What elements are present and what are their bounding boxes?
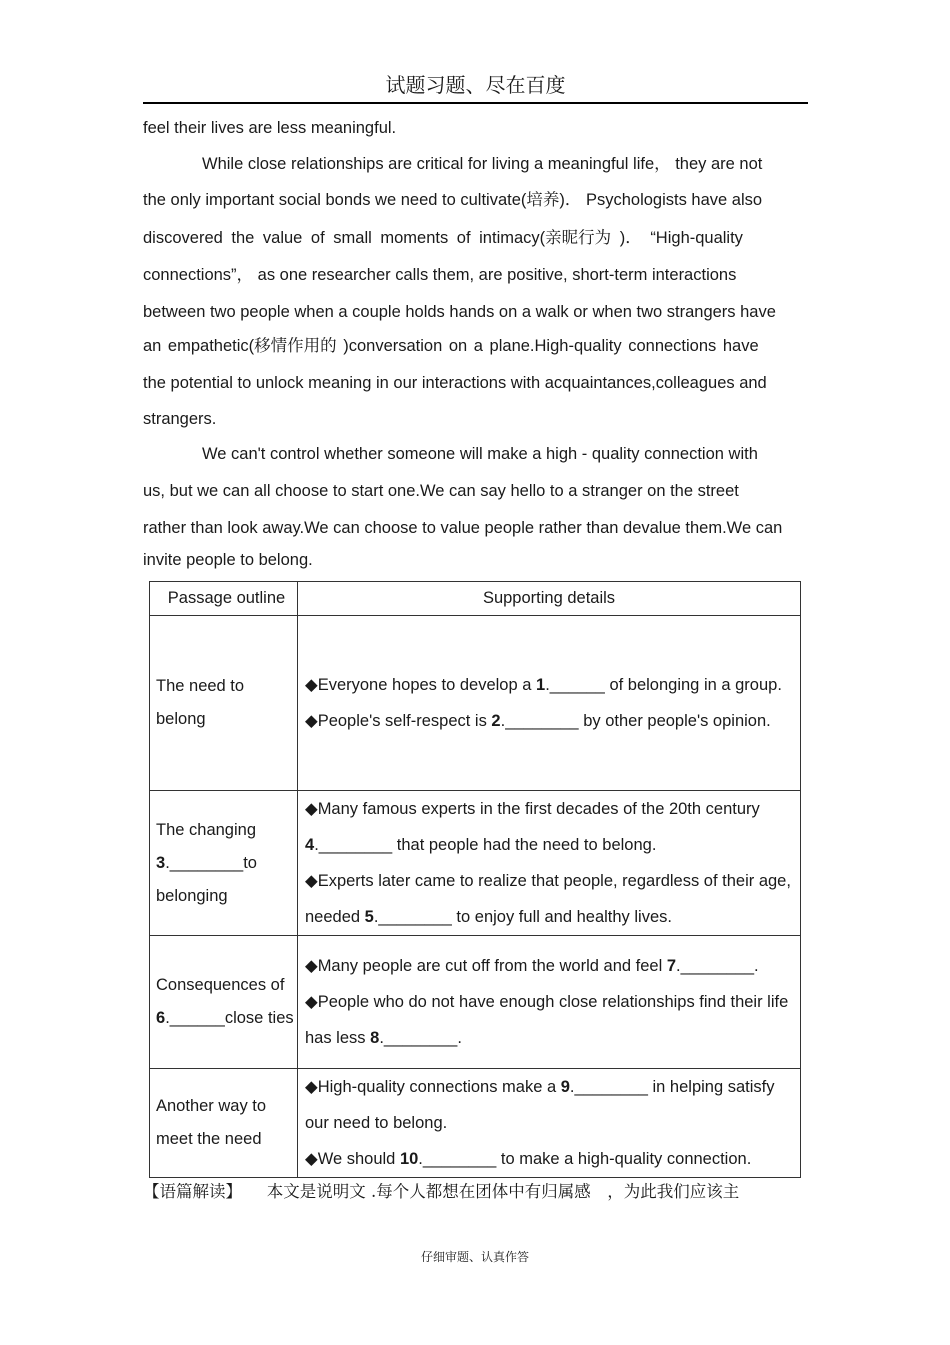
passage-line: discovered the value of small moments of intimacy(亲昵行为 )． “High-quality <box>143 229 743 247</box>
outline-cell: Another way to meet the need <box>150 1069 298 1178</box>
column-header-outline: Passage outline <box>150 582 298 616</box>
passage-line: invite people to belong. <box>143 551 313 569</box>
passage-line: strangers. <box>143 410 217 428</box>
details-cell <box>298 791 801 936</box>
passage-line: While close relationships are critical for living a meaningful life， they are not <box>202 155 763 173</box>
passage-line: the only important social bonds we need to cultivate(培养)． Psychologists have also <box>143 191 763 209</box>
column-header-details: Supporting details <box>298 582 801 616</box>
passage-line: connections”， as one researcher calls them, are positive, short-term interactions <box>143 266 737 284</box>
detail-item: ◆People who do not have enough close relationships find their life has less 8.________. <box>305 993 789 1047</box>
detail-item: ◆People's self-respect is 2.________ by other people's opinion. <box>305 712 771 730</box>
outline-cell: Consequences of 6.______close ties <box>150 936 298 1069</box>
details-cell <box>298 616 801 791</box>
table-header-row <box>150 582 801 616</box>
detail-item: ◆We should 10.________ to make a high-quality connection. <box>305 1150 752 1168</box>
detail-item: ◆High-quality connections make a 9.________ in helping satisfy our need to belong. <box>305 1078 775 1132</box>
passage-line: rather than look away.We can choose to value people rather than devalue them.We can <box>143 519 783 537</box>
table-row <box>150 791 801 936</box>
page-header <box>143 70 808 104</box>
details-cell <box>298 1069 801 1178</box>
passage-line: feel their lives are less meaningful. <box>143 119 397 137</box>
table-row <box>150 616 801 791</box>
analysis-line: 【语篇解读】 本文是说明文 .每个人都想在团体中有归属感 ，为此我们应该主 <box>143 1182 740 1201</box>
passage-line: between two people when a couple holds hands on a walk or when two strangers have <box>143 303 776 321</box>
outline-table <box>149 581 801 1178</box>
table-row <box>150 936 801 1069</box>
page-footer: 仔细审题、认真作答 <box>420 1250 529 1264</box>
outline-cell: The changing 3.________to belonging <box>150 791 298 936</box>
detail-item: ◆Experts later came to realize that people, regardless of their age, needed 5.________ to enjoy full and healthy lives. <box>305 872 791 926</box>
detail-item: ◆Everyone hopes to develop a 1.______ of belonging in a group. <box>305 676 782 694</box>
passage-line: us, but we can all choose to start one.We can say hello to a stranger on the street <box>143 482 739 500</box>
details-cell <box>298 936 801 1069</box>
passage-line: the potential to unlock meaning in our interactions with acquaintances,colleagues and <box>143 374 767 392</box>
detail-item: ◆Many people are cut off from the world and feel 7.________. <box>305 957 759 975</box>
outline-cell: The need to belong <box>150 616 298 791</box>
header-title: 试题习题、尽在百度 <box>385 73 566 97</box>
table-row <box>150 1069 801 1178</box>
passage-line: We can't control whether someone will make a high - quality connection with <box>202 445 758 463</box>
detail-item: ◆Many famous experts in the first decades of the 20th century 4.________ that people had the need to belong. <box>305 800 760 854</box>
passage-line: an empathetic(移情作用的 )conversation on a plane.High-quality connections have <box>143 337 759 355</box>
